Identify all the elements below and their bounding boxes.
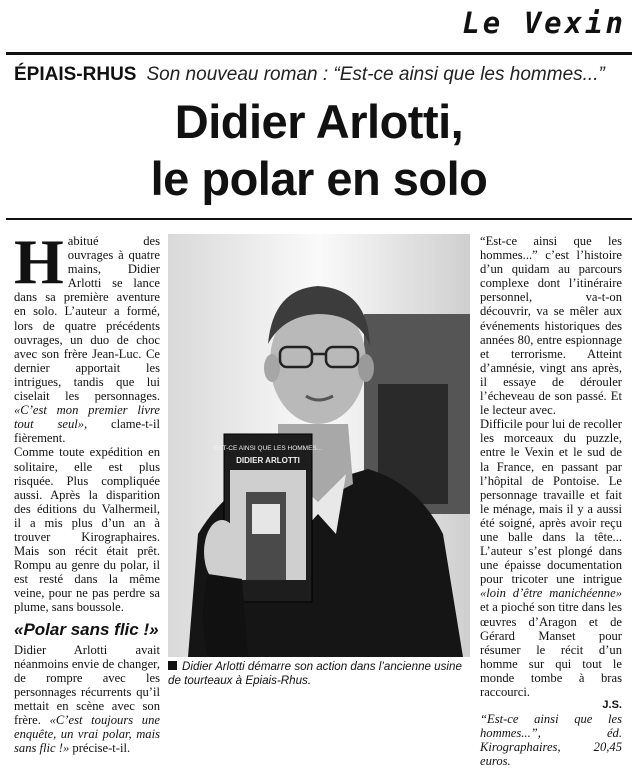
headline-line-1: Didier Arlotti,	[174, 95, 464, 148]
right-para-2-end: et a pioché son titre dans les œuvres d’Aragon et de Gérard Manset pour résumer le récit d’un homme sur qui tout le monde tombe à bras raccourci.	[480, 600, 622, 699]
left-para-2: Comme toute expédition en solitaire, elle est plus risquée. Plus compliquée aussi. Après la disparition des éditions du Valhermeil, il a mis plus d’un an à trouver Kirographaires. Mais son récit était prêt. Rompu au genre du polar, il est resté dans la même veine, pour ne pas perdre sa plume, sans boussole.	[14, 445, 160, 615]
book-reference	[480, 712, 622, 768]
author-photo	[168, 234, 470, 657]
book-author: DIDIER ARLOTTI	[236, 456, 300, 465]
left-para-3-text: Didier Arlotti avait néanmoins envie de changer, de rompre avec les personnages récurrents qu’il mettait en scène avec son frère.	[14, 642, 160, 727]
right-para-2-text: Difficile pour lui de recoller les morceaux du puzzle, entre le Vexin et le sud de la France, en passant par l’hôpital de Pontoise. Le personnage travaille et fait le ménage, mais il y a aussi été soigné, après avoir reçu une balle dans la tête... L’auteur s’est plongé dans une épaisse documentation pour tricoter une intrigue	[480, 417, 622, 587]
left-para-1-text: abitué des ouvrages à quatre mains, Didier Arlotti se lance dans sa première aventure en solo. L’auteur a formé, lors de quatre précédents ouvrages, un duo de choc avec son frère Jean-Luc. Ce dernier apportait les intrigues, tandis que lui ciselait les personnages.	[14, 234, 160, 404]
kicker-location: ÉPIAIS-RHUS	[14, 64, 137, 85]
left-column	[14, 226, 161, 756]
book-reference-rest: , éd. Kirographaires, 20,45 euros.	[480, 726, 622, 768]
right-column	[480, 234, 622, 768]
headline-rule	[6, 218, 632, 220]
left-subhead: «Polar sans flic !»	[14, 619, 159, 639]
author-photo-illustration	[168, 234, 470, 657]
photo-caption	[168, 660, 470, 688]
kicker-subtitle: Son nouveau roman : “Est-ce ainsi que les hommes...”	[146, 64, 605, 85]
drop-cap: H	[14, 226, 64, 297]
right-quote: «loin d’être manichéenne»	[480, 586, 622, 601]
left-quote-2: «C’est toujours une enquête, un vrai polar, mais sans flic !»	[14, 713, 160, 756]
masthead: Le Vexin	[462, 6, 626, 40]
right-para-1: “Est-ce ainsi que les hommes...” c’est l’histoire d’un quidam au parcours complexe dont l’itinéraire personnel, va-t-on découvrir, va se mêler aux événements historiques des années 80, entre espionnage et terrorisme. Atteint d’amnésie, vingt ans après, il essaye de dérouler l’écheveau de son passé. Et le lecteur avec.	[480, 234, 622, 418]
headline-line-2: le polar en solo	[150, 152, 488, 205]
top-rule	[6, 52, 632, 55]
left-para-1	[14, 226, 161, 446]
caption-text: Didier Arlotti démarre son action dans l’ancienne usine de tourteaux à Epiais-Rhus.	[168, 660, 462, 687]
book-title: EST-CE AINSI QUE LES HOMMES...	[213, 445, 323, 452]
signature: J.S.	[602, 699, 622, 712]
book-reference-title: “Est-ce ainsi que les hommes...”	[480, 712, 622, 741]
left-para-1-end: , clame-t-il fièrement.	[14, 417, 161, 446]
left-para-3	[14, 643, 160, 756]
left-para-3-end: précise-t-il.	[69, 741, 131, 756]
kicker	[14, 64, 605, 86]
left-quote-1: «C’est mon premier livre tout seul»	[14, 403, 160, 432]
right-para-2	[480, 417, 622, 699]
caption-square-icon	[168, 661, 177, 670]
